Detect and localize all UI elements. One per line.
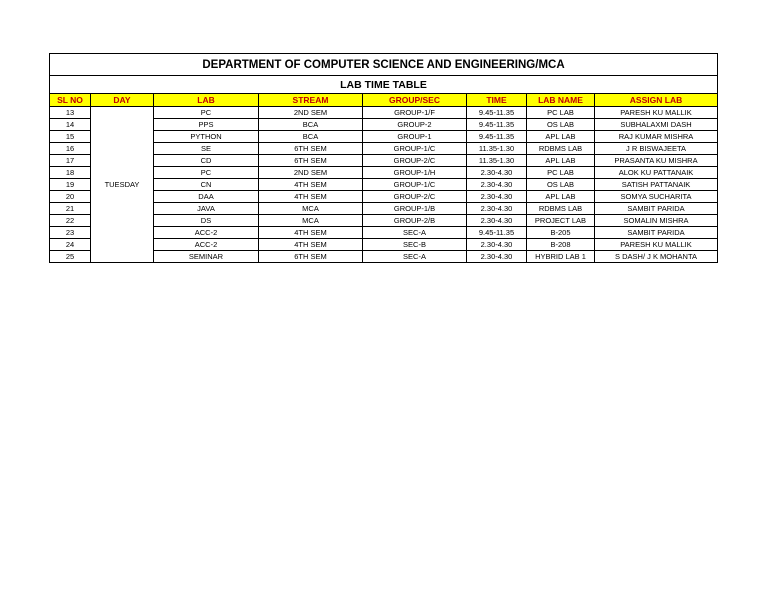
cell-sl-no: 17 xyxy=(50,155,91,167)
header-row xyxy=(50,94,718,107)
cell-lab: PC xyxy=(154,167,259,179)
cell-time: 2.30-4.30 xyxy=(467,239,527,251)
cell-time: 11.35-1.30 xyxy=(467,155,527,167)
cell-sl-no: 24 xyxy=(50,239,91,251)
cell-lab-name: OS LAB xyxy=(527,179,595,191)
cell-time: 2.30-4.30 xyxy=(467,179,527,191)
cell-assign-lab: PARESH KU MALLIK xyxy=(595,107,718,119)
cell-day: TUESDAY xyxy=(91,107,154,263)
cell-assign-lab: J R BISWAJEETA xyxy=(595,143,718,155)
cell-lab-name: APL LAB xyxy=(527,131,595,143)
timetable xyxy=(49,53,718,263)
cell-assign-lab: SAMBIT PARIDA xyxy=(595,203,718,215)
cell-lab-name: B-208 xyxy=(527,239,595,251)
cell-sl-no: 18 xyxy=(50,167,91,179)
cell-sl-no: 20 xyxy=(50,191,91,203)
cell-group-sec: GROUP-2/C xyxy=(363,155,467,167)
cell-sl-no: 15 xyxy=(50,131,91,143)
cell-lab: JAVA xyxy=(154,203,259,215)
header-sl-no: SL NO xyxy=(50,94,91,107)
header-assign-lab: ASSIGN LAB xyxy=(595,94,718,107)
cell-sl-no: 22 xyxy=(50,215,91,227)
cell-stream: 2ND SEM xyxy=(259,107,363,119)
cell-lab: CN xyxy=(154,179,259,191)
cell-stream: MCA xyxy=(259,203,363,215)
cell-group-sec: SEC-A xyxy=(363,227,467,239)
timetable-sheet xyxy=(49,53,717,263)
header-group-sec: GROUP/SEC xyxy=(363,94,467,107)
cell-time: 11.35-1.30 xyxy=(467,143,527,155)
cell-time: 2.30-4.30 xyxy=(467,251,527,263)
cell-assign-lab: PRASANTA KU MISHRA xyxy=(595,155,718,167)
header-lab: LAB xyxy=(154,94,259,107)
cell-group-sec: GROUP-1 xyxy=(363,131,467,143)
cell-sl-no: 14 xyxy=(50,119,91,131)
cell-lab-name: RDBMS LAB xyxy=(527,203,595,215)
cell-lab: PC xyxy=(154,107,259,119)
cell-lab-name: PC LAB xyxy=(527,167,595,179)
cell-assign-lab: S DASH/ J K MOHANTA xyxy=(595,251,718,263)
cell-sl-no: 21 xyxy=(50,203,91,215)
cell-time: 2.30-4.30 xyxy=(467,167,527,179)
cell-lab: SE xyxy=(154,143,259,155)
cell-assign-lab: SAMBIT PARIDA xyxy=(595,227,718,239)
cell-lab-name: PROJECT LAB xyxy=(527,215,595,227)
cell-assign-lab: SOMALIN MISHRA xyxy=(595,215,718,227)
cell-time: 2.30-4.30 xyxy=(467,191,527,203)
cell-time: 9.45-11.35 xyxy=(467,131,527,143)
cell-stream: BCA xyxy=(259,131,363,143)
cell-lab: PYTHON xyxy=(154,131,259,143)
cell-group-sec: GROUP-2/B xyxy=(363,215,467,227)
page-title: DEPARTMENT OF COMPUTER SCIENCE AND ENGINEERING/MCA xyxy=(50,54,718,76)
cell-group-sec: GROUP-2/C xyxy=(363,191,467,203)
cell-stream: 6TH SEM xyxy=(259,143,363,155)
cell-time: 2.30-4.30 xyxy=(467,215,527,227)
cell-group-sec: GROUP-1/C xyxy=(363,143,467,155)
cell-lab-name: HYBRID LAB 1 xyxy=(527,251,595,263)
cell-stream: MCA xyxy=(259,215,363,227)
cell-time: 2.30-4.30 xyxy=(467,203,527,215)
cell-time: 9.45-11.35 xyxy=(467,119,527,131)
cell-lab: DAA xyxy=(154,191,259,203)
cell-group-sec: GROUP-1/B xyxy=(363,203,467,215)
cell-lab-name: PC LAB xyxy=(527,107,595,119)
cell-group-sec: GROUP-1/H xyxy=(363,167,467,179)
cell-stream: 4TH SEM xyxy=(259,239,363,251)
cell-lab-name: RDBMS LAB xyxy=(527,143,595,155)
cell-assign-lab: SUBHALAXMI DASH xyxy=(595,119,718,131)
cell-assign-lab: SATISH PATTANAIK xyxy=(595,179,718,191)
header-day: DAY xyxy=(91,94,154,107)
table-subtitle: LAB TIME TABLE xyxy=(50,76,718,94)
cell-lab-name: APL LAB xyxy=(527,191,595,203)
cell-lab: PPS xyxy=(154,119,259,131)
header-lab-name: LAB NAME xyxy=(527,94,595,107)
cell-lab: ACC-2 xyxy=(154,227,259,239)
cell-assign-lab: RAJ KUMAR MISHRA xyxy=(595,131,718,143)
cell-stream: BCA xyxy=(259,119,363,131)
cell-stream: 2ND SEM xyxy=(259,167,363,179)
cell-sl-no: 16 xyxy=(50,143,91,155)
table-row xyxy=(50,107,718,119)
cell-sl-no: 25 xyxy=(50,251,91,263)
cell-lab-name: APL LAB xyxy=(527,155,595,167)
cell-assign-lab: SOMYA SUCHARITA xyxy=(595,191,718,203)
cell-sl-no: 23 xyxy=(50,227,91,239)
cell-stream: 4TH SEM xyxy=(259,191,363,203)
cell-lab: ACC-2 xyxy=(154,239,259,251)
cell-assign-lab: ALOK KU PATTANAIK xyxy=(595,167,718,179)
cell-time: 9.45-11.35 xyxy=(467,107,527,119)
cell-lab-name: OS LAB xyxy=(527,119,595,131)
cell-sl-no: 13 xyxy=(50,107,91,119)
cell-stream: 6TH SEM xyxy=(259,251,363,263)
header-stream: STREAM xyxy=(259,94,363,107)
cell-group-sec: GROUP-2 xyxy=(363,119,467,131)
cell-lab: CD xyxy=(154,155,259,167)
cell-group-sec: SEC-A xyxy=(363,251,467,263)
header-time: TIME xyxy=(467,94,527,107)
cell-time: 9.45-11.35 xyxy=(467,227,527,239)
cell-stream: 6TH SEM xyxy=(259,155,363,167)
cell-lab-name: B-205 xyxy=(527,227,595,239)
cell-stream: 4TH SEM xyxy=(259,227,363,239)
cell-group-sec: SEC-B xyxy=(363,239,467,251)
cell-group-sec: GROUP-1/F xyxy=(363,107,467,119)
cell-sl-no: 19 xyxy=(50,179,91,191)
cell-group-sec: GROUP-1/C xyxy=(363,179,467,191)
cell-stream: 4TH SEM xyxy=(259,179,363,191)
cell-lab: SEMINAR xyxy=(154,251,259,263)
cell-lab: DS xyxy=(154,215,259,227)
cell-assign-lab: PARESH KU MALLIK xyxy=(595,239,718,251)
